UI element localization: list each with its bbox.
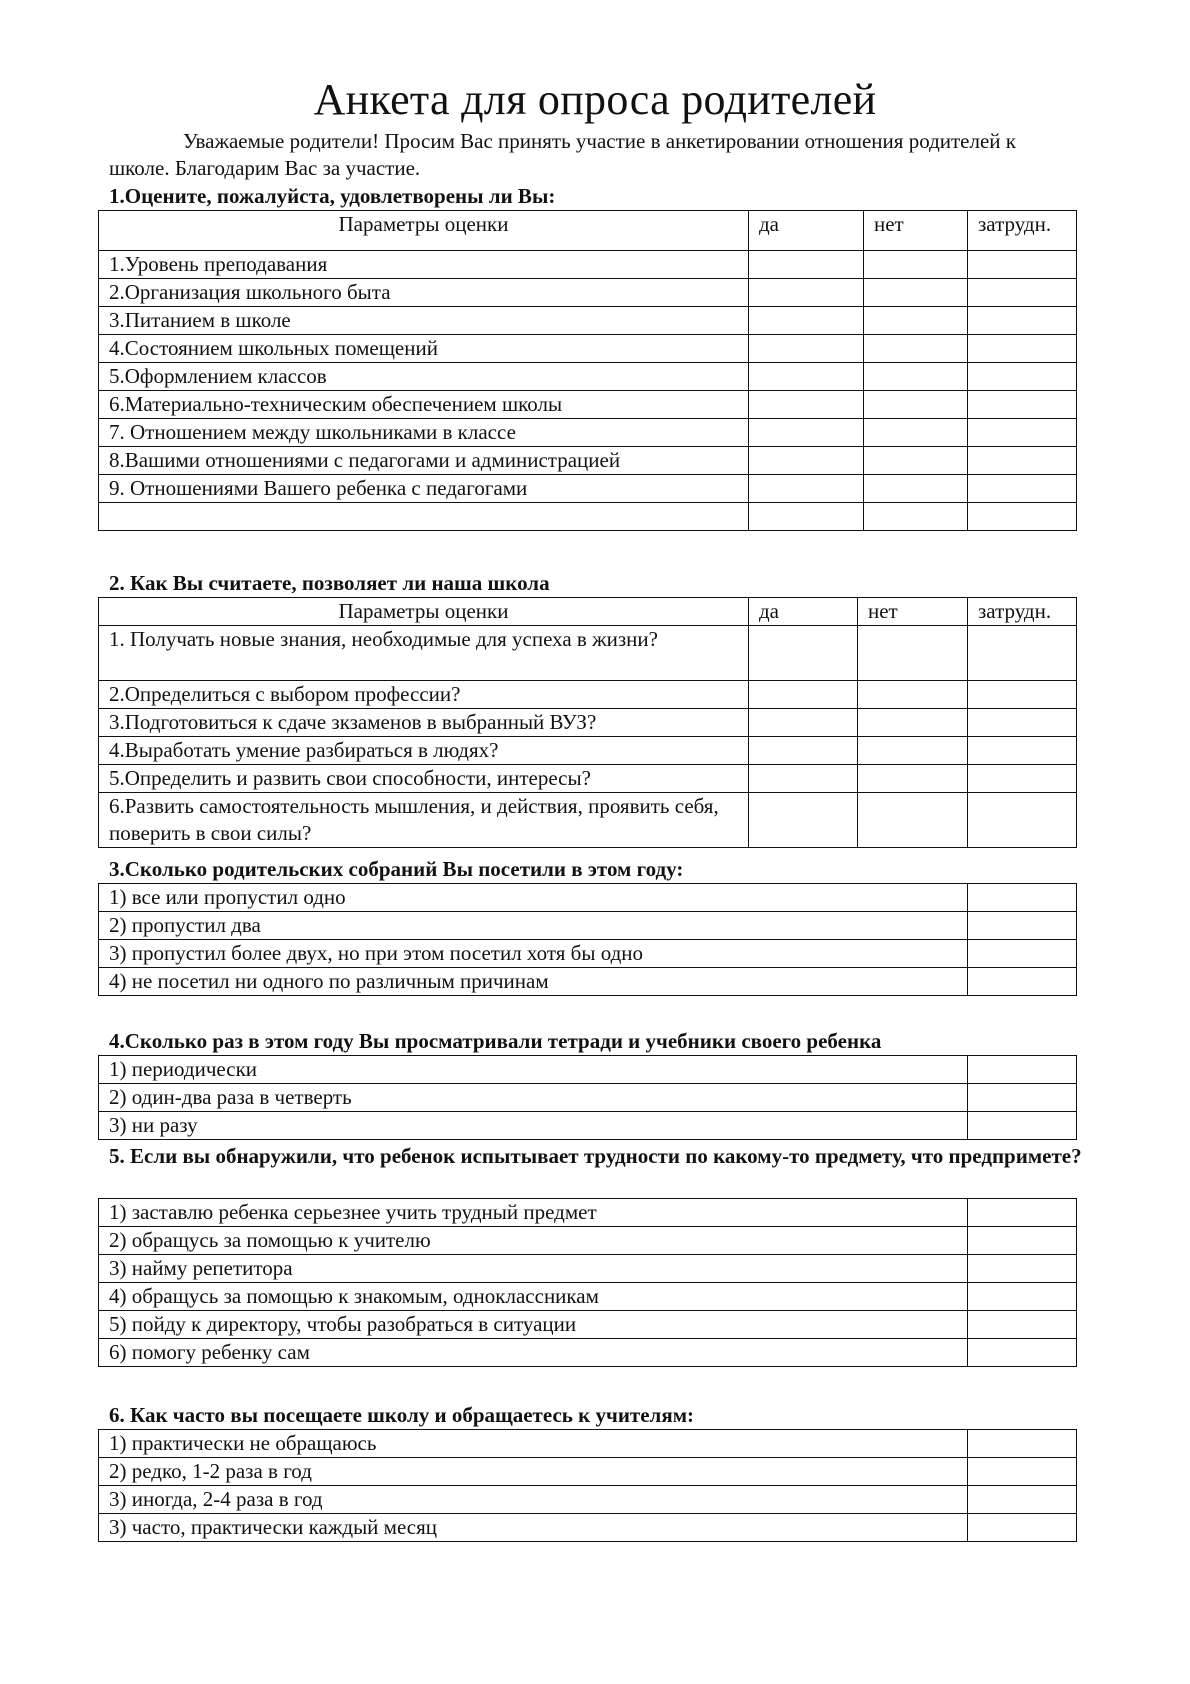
answer-cell[interactable]: [968, 1514, 1077, 1542]
q2-row-label: 5.Определить и развить свои способности, интересы?: [99, 765, 749, 793]
answer-cell-no[interactable]: [864, 363, 968, 391]
q2-header-yes: да: [749, 598, 858, 626]
q1-row-label: 9. Отношениями Вашего ребенка с педагогами: [99, 475, 749, 503]
q1-header-hard: затрудн.: [968, 211, 1077, 251]
q5-option-label: 4) обращусь за помощью к знакомым, одноклассникам: [99, 1283, 968, 1311]
table-row: [99, 279, 1077, 307]
answer-cell-yes[interactable]: [749, 793, 858, 848]
table-row: [99, 1458, 1077, 1486]
answer-cell-hard[interactable]: [968, 737, 1077, 765]
q3-option-label: 1) все или пропустил одно: [99, 884, 968, 912]
q6-option-label: 3) часто, практически каждый месяц: [99, 1514, 968, 1542]
answer-cell-yes[interactable]: [749, 419, 864, 447]
answer-cell-hard[interactable]: [968, 363, 1077, 391]
answer-cell[interactable]: [968, 1112, 1077, 1140]
q2-header-row: [99, 598, 1077, 626]
table-row: [99, 391, 1077, 419]
table-row: [99, 1283, 1077, 1311]
answer-cell-hard[interactable]: [968, 335, 1077, 363]
answer-cell-yes[interactable]: [749, 737, 858, 765]
answer-cell-no[interactable]: [864, 279, 968, 307]
q1-header-yes: да: [749, 211, 864, 251]
q1-title: 1.Оцените, пожалуйста, удовлетворены ли Вы:: [109, 184, 556, 208]
answer-cell-no[interactable]: [858, 626, 968, 681]
q4-option-label: 3) ни разу: [99, 1112, 968, 1140]
q5-option-label: 5) пойду к директору, чтобы разобраться в ситуации: [99, 1311, 968, 1339]
answer-cell-hard[interactable]: [968, 793, 1077, 848]
answer-cell-hard[interactable]: [968, 475, 1077, 503]
table-row: [99, 1430, 1077, 1458]
q6-title: 6. Как часто вы посещаете школу и обращаетесь к учителям:: [109, 1403, 694, 1427]
answer-cell[interactable]: [968, 1056, 1077, 1084]
answer-cell[interactable]: [968, 884, 1077, 912]
q4-option-label: 1) периодически: [99, 1056, 968, 1084]
q1-row-label: 5.Оформлением классов: [99, 363, 749, 391]
table-row: [99, 503, 1077, 531]
answer-cell[interactable]: [968, 1199, 1077, 1227]
answer-cell-yes[interactable]: [749, 503, 864, 531]
q2-header-hard: затрудн.: [968, 598, 1077, 626]
answer-cell-no[interactable]: [864, 251, 968, 279]
q1-row-label: 6.Материально-техническим обеспечением школы: [99, 391, 749, 419]
answer-cell-no[interactable]: [864, 503, 968, 531]
q4-table: [98, 1055, 1077, 1140]
table-row: [99, 1227, 1077, 1255]
answer-cell-no[interactable]: [858, 765, 968, 793]
answer-cell[interactable]: [968, 940, 1077, 968]
answer-cell-no[interactable]: [858, 737, 968, 765]
q2-header-param: Параметры оценки: [99, 598, 749, 626]
answer-cell-no[interactable]: [864, 307, 968, 335]
answer-cell-yes[interactable]: [749, 681, 858, 709]
q4-title: 4.Сколько раз в этом году Вы просматривали тетради и учебники своего ребенка: [109, 1029, 882, 1053]
table-row: [99, 1255, 1077, 1283]
q2-table: [98, 597, 1077, 848]
answer-cell-hard[interactable]: [968, 391, 1077, 419]
table-row: [99, 884, 1077, 912]
table-row: [99, 1084, 1077, 1112]
table-row: [99, 1311, 1077, 1339]
answer-cell-yes[interactable]: [749, 447, 864, 475]
q6-option-label: 2) редко, 1-2 раза в год: [99, 1458, 968, 1486]
answer-cell-yes[interactable]: [749, 363, 864, 391]
answer-cell-yes[interactable]: [749, 765, 858, 793]
answer-cell[interactable]: [968, 968, 1077, 996]
q2-row-label: 6.Развить самостоятельность мышления, и действия, проявить себя, поверить в свои силы?: [99, 793, 749, 848]
answer-cell-yes[interactable]: [749, 307, 864, 335]
answer-cell[interactable]: [968, 1255, 1077, 1283]
q6-table: [98, 1429, 1077, 1542]
answer-cell-hard[interactable]: [968, 279, 1077, 307]
answer-cell-hard[interactable]: [968, 251, 1077, 279]
answer-cell[interactable]: [968, 1430, 1077, 1458]
table-row: [99, 363, 1077, 391]
answer-cell-hard[interactable]: [968, 503, 1077, 531]
table-row: [99, 940, 1077, 968]
answer-cell[interactable]: [968, 1227, 1077, 1255]
table-row: [99, 419, 1077, 447]
q1-row-label: 4.Состоянием школьных помещений: [99, 335, 749, 363]
table-row: [99, 1199, 1077, 1227]
q2-row-label: 1. Получать новые знания, необходимые для успеха в жизни?: [99, 626, 749, 681]
answer-cell-no[interactable]: [864, 391, 968, 419]
table-row: [99, 968, 1077, 996]
q1-table: [98, 210, 1077, 531]
q1-header-no: нет: [864, 211, 968, 251]
table-row: [99, 1486, 1077, 1514]
q1-row-label: 7. Отношением между школьниками в классе: [99, 419, 749, 447]
answer-cell-hard[interactable]: [968, 307, 1077, 335]
q3-option-label: 3) пропустил более двух, но при этом посетил хотя бы одно: [99, 940, 968, 968]
answer-cell-yes[interactable]: [749, 475, 864, 503]
table-row: [99, 1112, 1077, 1140]
answer-cell-hard[interactable]: [968, 447, 1077, 475]
table-row: [99, 307, 1077, 335]
answer-cell-no[interactable]: [858, 681, 968, 709]
table-row: [99, 1339, 1077, 1367]
answer-cell-yes[interactable]: [749, 251, 864, 279]
answer-cell[interactable]: [968, 1311, 1077, 1339]
answer-cell-yes[interactable]: [749, 335, 864, 363]
table-row: [99, 447, 1077, 475]
answer-cell-no[interactable]: [864, 419, 968, 447]
table-row: [99, 475, 1077, 503]
q2-header-no: нет: [858, 598, 968, 626]
table-row: [99, 912, 1077, 940]
q3-option-label: 4) не посетил ни одного по различным причинам: [99, 968, 968, 996]
q3-table: [98, 883, 1077, 996]
answer-cell[interactable]: [968, 1084, 1077, 1112]
q5-table: [98, 1198, 1077, 1367]
q3-option-label: 2) пропустил два: [99, 912, 968, 940]
table-row: [99, 626, 1077, 681]
answer-cell-no[interactable]: [864, 447, 968, 475]
table-row: [99, 251, 1077, 279]
q1-row-label: 8.Вашими отношениями с педагогами и администрацией: [99, 447, 749, 475]
answer-cell-yes[interactable]: [749, 709, 858, 737]
answer-cell-yes[interactable]: [749, 279, 864, 307]
answer-cell[interactable]: [968, 1283, 1077, 1311]
q6-option-label: 1) практически не обращаюсь: [99, 1430, 968, 1458]
answer-cell-no[interactable]: [864, 475, 968, 503]
q2-row-label: 4.Выработать умение разбираться в людях?: [99, 737, 749, 765]
answer-cell-no[interactable]: [864, 335, 968, 363]
q1-row-label: 1.Уровень преподавания: [99, 251, 749, 279]
table-row: [99, 1056, 1077, 1084]
q5-option-label: 3) найму репетитора: [99, 1255, 968, 1283]
q4-option-label: 2) один-два раза в четверть: [99, 1084, 968, 1112]
table-row: [99, 709, 1077, 737]
answer-cell-hard[interactable]: [968, 681, 1077, 709]
table-row: [99, 793, 1077, 848]
answer-cell-hard[interactable]: [968, 709, 1077, 737]
q5-option-label: 1) заставлю ребенка серьезнее учить трудный предмет: [99, 1199, 968, 1227]
answer-cell[interactable]: [968, 1458, 1077, 1486]
answer-cell[interactable]: [968, 912, 1077, 940]
answer-cell-hard[interactable]: [968, 765, 1077, 793]
q1-row-label: 3.Питанием в школе: [99, 307, 749, 335]
table-row: [99, 335, 1077, 363]
q1-header-param: Параметры оценки: [99, 211, 749, 251]
table-row: [99, 765, 1077, 793]
q5-option-label: 6) помогу ребенку сам: [99, 1339, 968, 1367]
answer-cell[interactable]: [968, 1486, 1077, 1514]
table-row: [99, 681, 1077, 709]
q2-row-label: 2.Определиться с выбором профессии?: [99, 681, 749, 709]
answer-cell-no[interactable]: [858, 709, 968, 737]
q6-option-label: 3) иногда, 2-4 раза в год: [99, 1486, 968, 1514]
q5-title: 5. Если вы обнаружили, что ребенок испытывает трудности по какому-то предмету, что предпримете?: [109, 1144, 1082, 1168]
q2-row-label: 3.Подготовиться к сдаче зкзаменов в выбранный ВУЗ?: [99, 709, 749, 737]
q5-option-label: 2) обращусь за помощью к учителю: [99, 1227, 968, 1255]
q1-row-label: [99, 503, 749, 531]
q1-row-label: 2.Организация школьного быта: [99, 279, 749, 307]
answer-cell-yes[interactable]: [749, 626, 858, 681]
answer-cell[interactable]: [968, 1339, 1077, 1367]
answer-cell-hard[interactable]: [968, 419, 1077, 447]
table-row: [99, 1514, 1077, 1542]
q3-title: 3.Сколько родительских собраний Вы посетили в этом году:: [109, 857, 684, 881]
answer-cell-yes[interactable]: [749, 391, 864, 419]
table-row: [99, 737, 1077, 765]
q1-header-row: [99, 211, 1077, 251]
answer-cell-no[interactable]: [858, 793, 968, 848]
intro-text: Уважаемые родители! Просим Вас принять участие в анкетировании отношения родителей к школе. Благодарим Вас за участие.: [109, 129, 1016, 180]
page-title: Анкета для опроса родителей: [313, 75, 877, 124]
answer-cell-hard[interactable]: [968, 626, 1077, 681]
q2-title: 2. Как Вы считаете, позволяет ли наша школа: [109, 571, 550, 595]
